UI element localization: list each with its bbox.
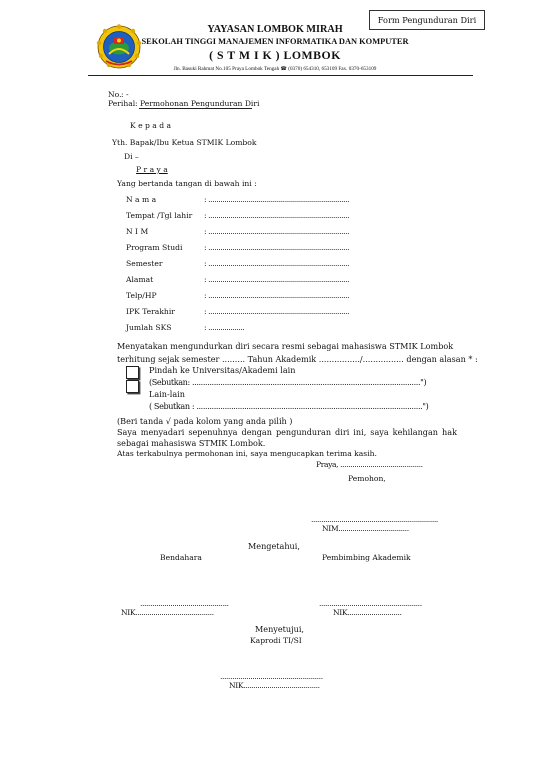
option-lainlain-detail: ( Sebutkan : ........................................................................................................") bbox=[149, 401, 429, 411]
checkmark-note: (Beri tanda √ pada kolom yang anda pilih ) bbox=[117, 416, 293, 426]
field-value-ttl: : ...................................................................... bbox=[204, 211, 350, 220]
field-label-ttl: Tempat /Tgl lahir bbox=[126, 211, 193, 220]
field-label-sks: Jumlah SKS bbox=[126, 323, 172, 332]
pembimbing-signature-line: ................................................... bbox=[319, 599, 422, 608]
option-pindah-detail: (Sebutkan: .........................................................................................................") bbox=[149, 377, 427, 387]
field-label-nim: N I M bbox=[126, 227, 149, 236]
school-name: SEKOLAH TINGGI MANAJEMEN INFORMATIKA DAN KOMPUTER bbox=[141, 37, 409, 46]
kaprodi-label: Kaprodi TI/SI bbox=[250, 636, 302, 645]
option-lainlain-title: Lain-lain bbox=[149, 389, 185, 399]
statement-line-2: terhitung sejak semester ......... Tahun Akademik ................/................ dengan alasan * : bbox=[117, 354, 478, 364]
option-pindah-checkbox[interactable] bbox=[126, 366, 139, 379]
pemohon-nim: NIM................................... bbox=[322, 524, 409, 533]
bendahara-signature-line: ............................................ bbox=[140, 599, 229, 608]
pembimbing-nik: NIK........................... bbox=[333, 608, 402, 617]
field-label-alamat: Alamat bbox=[126, 275, 154, 284]
field-value-semester: : ...................................................................... bbox=[204, 259, 350, 268]
no-value: : - bbox=[121, 90, 129, 99]
letterhead-rule bbox=[88, 75, 473, 76]
perihal-value: : Permohonan Pengunduran Diri bbox=[135, 99, 260, 108]
addressee-di: Di – bbox=[124, 152, 139, 161]
pemohon-label: Pemohon, bbox=[348, 474, 386, 483]
field-value-nim: : ...................................................................... bbox=[204, 227, 350, 236]
menyetujui-label: Menyetujui, bbox=[255, 624, 305, 634]
closing-thanks: Atas terkabulnya permohonan ini, saya mengucapkan terima kasih. bbox=[117, 449, 377, 458]
field-value-nama: : ...................................................................... bbox=[204, 195, 350, 204]
closing-paragraph: Saya menyadari sepenuhnya dengan pengunduran diri ini, saya kehilangan hak sebagai mahasiswa STMIK Lombok. bbox=[117, 427, 457, 448]
field-value-prodi: : ...................................................................... bbox=[204, 243, 350, 252]
kaprodi-nik: NIK...................................... bbox=[229, 681, 320, 690]
no-label: No. bbox=[108, 90, 122, 99]
field-label-prodi: Program Studi bbox=[126, 243, 183, 252]
field-label-telp: Telp/HP bbox=[126, 291, 157, 300]
addressee-yth: Yth. Bapak/Ibu Ketua STMIK Lombok bbox=[112, 138, 257, 147]
pembimbing-label: Pembimbing Akademik bbox=[322, 553, 411, 562]
option-lainlain-checkbox[interactable] bbox=[126, 380, 139, 393]
field-label-semester: Semester bbox=[126, 259, 163, 268]
place-date: Praya, ......................................... bbox=[316, 460, 423, 469]
form-label-box: Form Pengunduran Diri bbox=[369, 10, 485, 30]
org-name: YAYASAN LOMBOK MIRAH bbox=[207, 24, 343, 35]
kaprodi-signature-line: ................................................... bbox=[220, 672, 323, 681]
field-value-telp: : ...................................................................... bbox=[204, 291, 350, 300]
statement-line-1: Menyatakan mengundurkan diri secara resmi sebagai mahasiswa STMIK Lombok bbox=[117, 341, 454, 351]
perihal-label: Perihal bbox=[108, 99, 136, 108]
perihal-underline bbox=[139, 108, 252, 109]
bendahara-nik: NIK....................................... bbox=[121, 608, 214, 617]
intro-text: Yang bertanda tangan di bawah ini : bbox=[117, 179, 257, 188]
kepada-label: K e p a d a bbox=[130, 121, 172, 130]
field-label-ipk: IPK Terakhir bbox=[126, 307, 175, 316]
pemohon-signature-line: ............................................................... bbox=[311, 515, 438, 524]
field-value-ipk: : ...................................................................... bbox=[204, 307, 350, 316]
school-address: Jln. Basuki Rahmat No.105 Praya Lombok Tengah ☎ (0370) 654310, 653109 Fax. 0370-653109 bbox=[173, 66, 377, 72]
addressee-praya: P r a y a bbox=[136, 165, 168, 174]
mengetahui-label: Mengetahui, bbox=[248, 541, 300, 551]
bendahara-label: Bendahara bbox=[160, 553, 202, 562]
field-label-nama: N a m a bbox=[126, 195, 157, 204]
field-value-sks: : .................. bbox=[204, 323, 245, 332]
field-value-alamat: : ...................................................................... bbox=[204, 275, 350, 284]
option-pindah-title: Pindah ke Universitas/Akademi lain bbox=[149, 365, 296, 375]
school-acronym: ( S T M I K ) LOMBOK bbox=[209, 48, 341, 62]
